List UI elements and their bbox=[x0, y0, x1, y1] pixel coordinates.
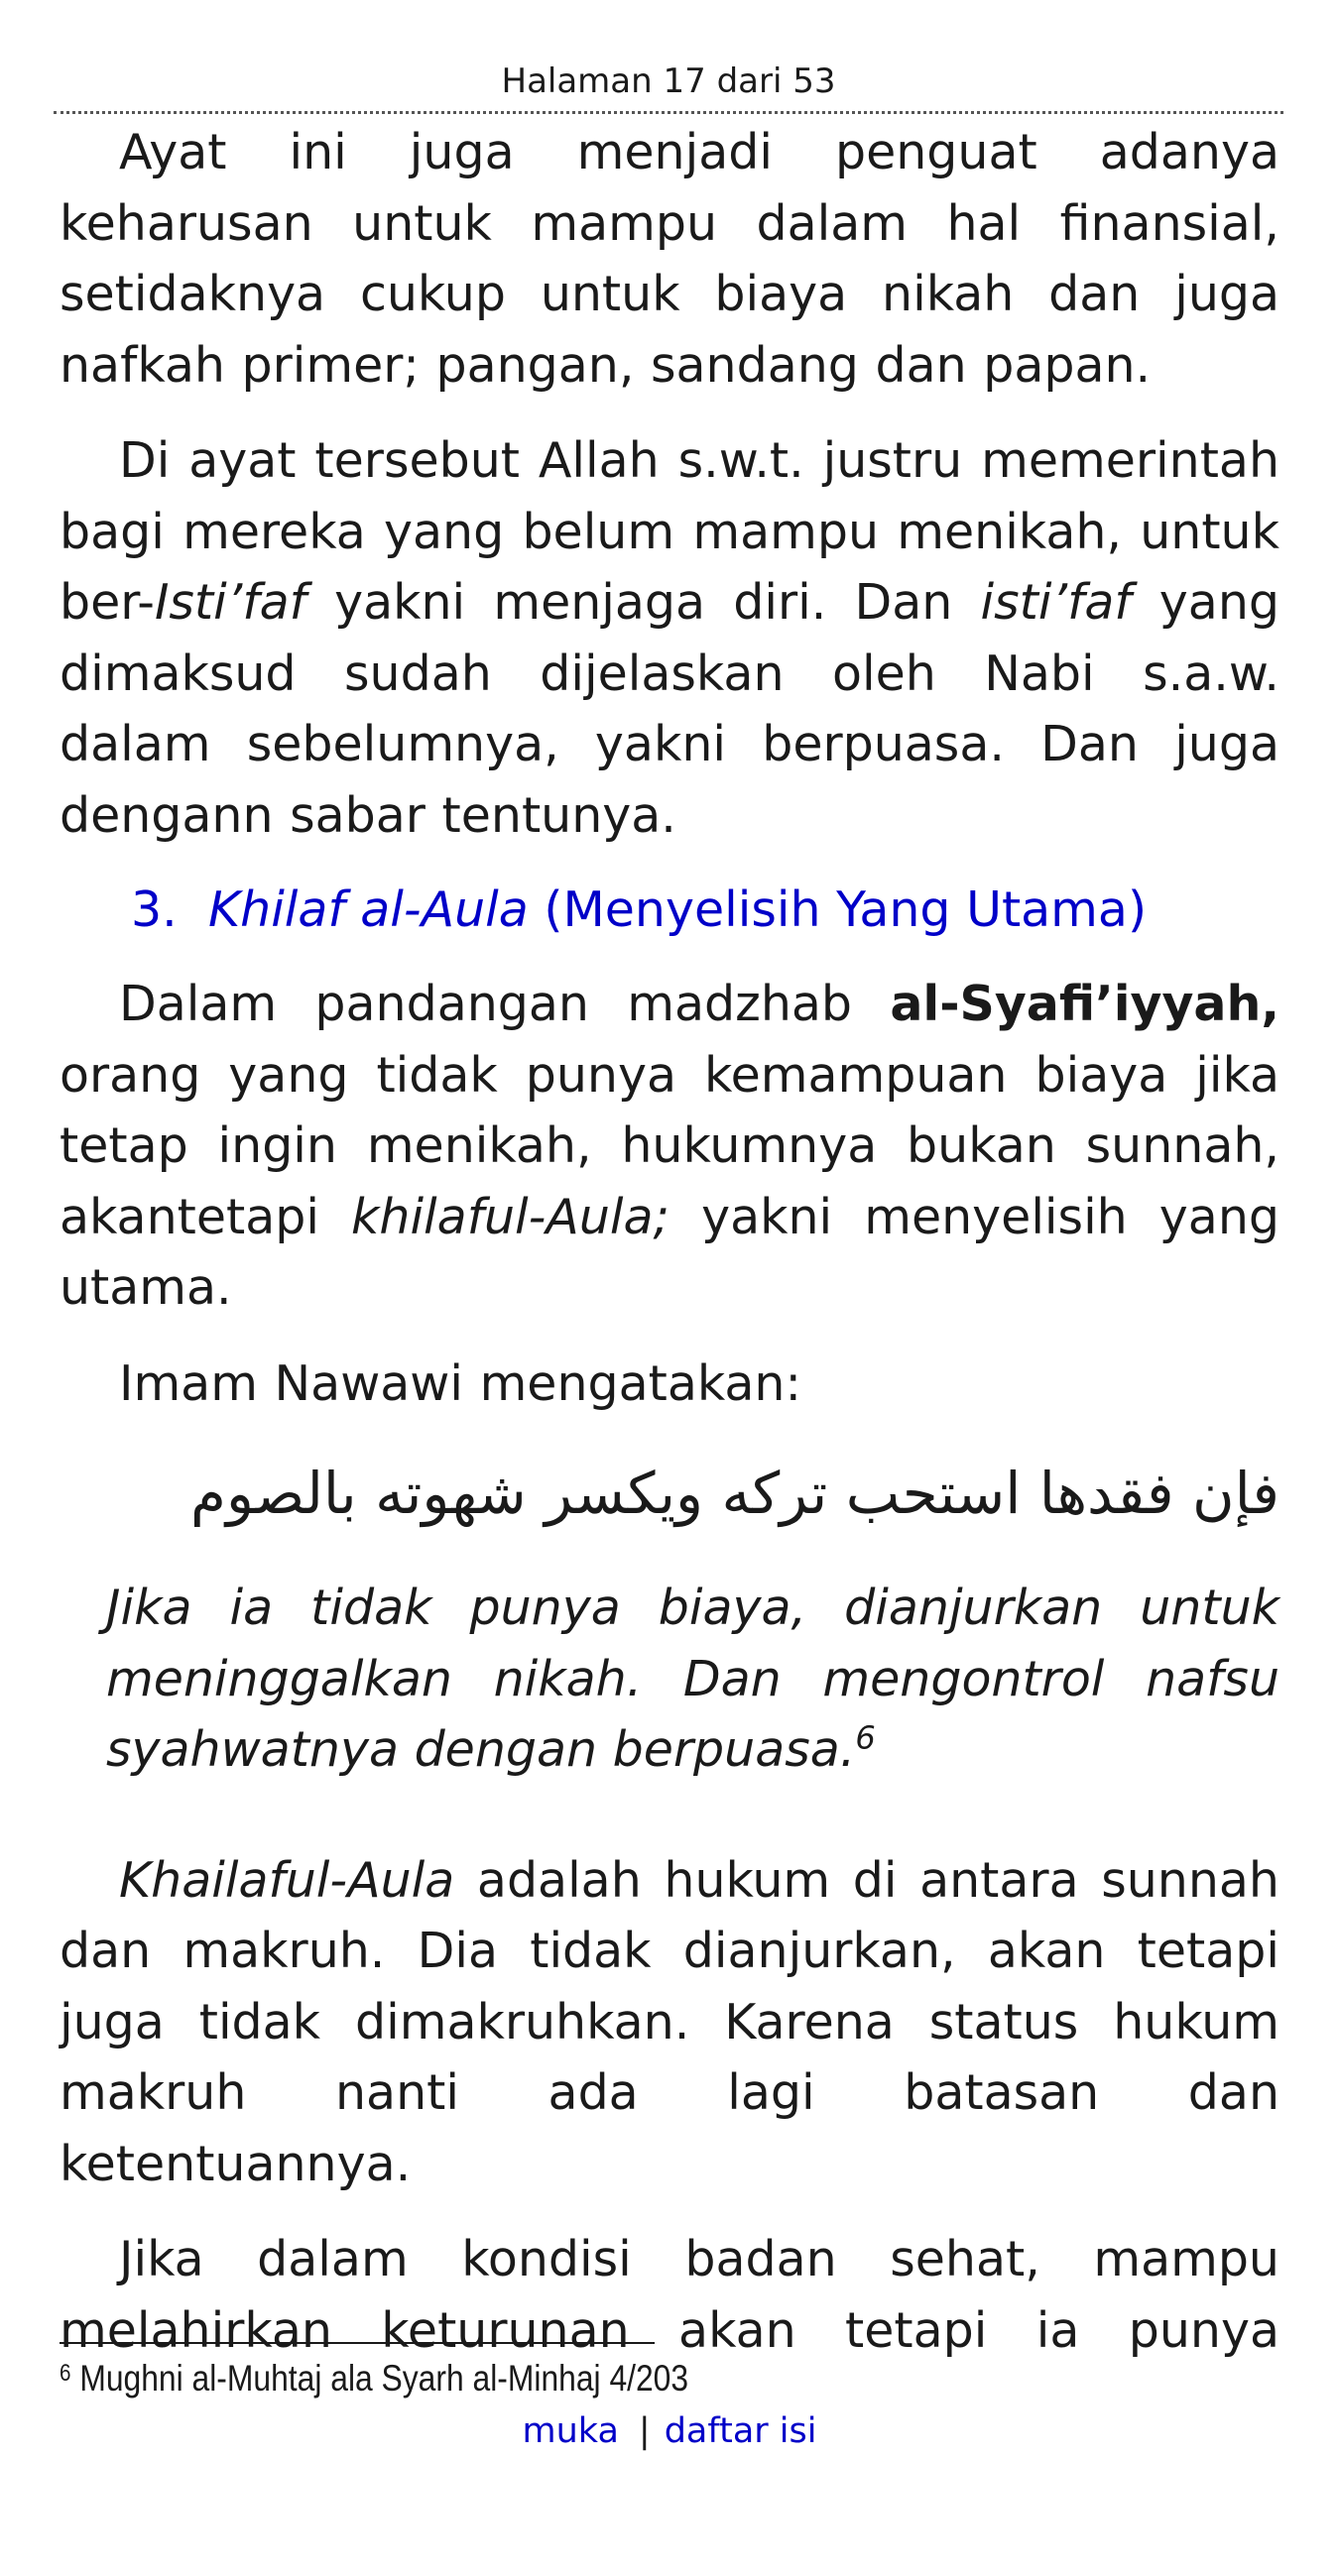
nav-separator: | bbox=[638, 2411, 651, 2451]
translation-quote bbox=[106, 1573, 1279, 1786]
paragraph-2-text-c: yang dimaksud sudah dijelaskan oleh Nabi s.a.w. dalam sebelumnya, yakni berpuasa. Dan juga dengann sabar tentunya. bbox=[60, 574, 1279, 844]
paragraph-1: Ayat ini juga menjadi penguat adanya keharusan untuk mampu dalam hal finansial, setidaknya cukup untuk biaya nikah dan juga nafkah primer; pangan, sandang dan papan. bbox=[60, 124, 1279, 394]
paragraph-5 bbox=[60, 1845, 1279, 2200]
header-divider bbox=[54, 111, 1283, 114]
paragraph-5-text: adalah hukum di antara sunnah dan makruh. Dia tidak dianjurkan, akan tetapi juga tidak dimakruhkan. Karena status hukum makruh nanti ada lagi batasan dan ketentuannya. bbox=[60, 1851, 1279, 2192]
arabic-quote: فإن فقدها استحب تركه ويكسر شهوته بالصوم bbox=[190, 1460, 1279, 1527]
paragraph-3-madzhab: al-Syafi’iyyah, bbox=[890, 976, 1279, 1032]
table-of-contents-link[interactable]: daftar isi bbox=[664, 2411, 817, 2451]
paragraph-2-text-a: Di ayat tersebut Allah s.w.t. justru memerintah bagi mereka yang belum mampu menikah, untuk ber- bbox=[60, 432, 1279, 631]
paragraph-2-term-istifaf-2: isti’faf bbox=[980, 574, 1132, 631]
page-content bbox=[60, 117, 1279, 2391]
paragraph-3-text-b: orang yang tidak punya kemampuan biaya jika tetap ingin menikah, hukumnya bukan sunnah, akantetapi bbox=[60, 1046, 1279, 1245]
section-number: 3. bbox=[131, 881, 178, 938]
footer-navigation bbox=[0, 2407, 1339, 2455]
footnote bbox=[60, 2356, 688, 2401]
paragraph-4: Imam Nawawi mengatakan: bbox=[119, 1354, 801, 1412]
paragraph-2-term-istifaf: Isti’faf bbox=[154, 574, 306, 631]
section-title-term: Khilaf al-Aula bbox=[208, 881, 529, 938]
paragraph-5-term: Khailaful-Aula bbox=[119, 1851, 455, 1909]
paragraph-2-text-b: yakni menjaga diri. Dan bbox=[305, 574, 981, 631]
paragraph-2 bbox=[60, 425, 1279, 851]
translation-text: Jika ia tidak punya biaya, dianjurkan untuk meninggalkan nikah. Dan mengontrol nafsu syahwatnya dengan berpuasa. bbox=[106, 1580, 1279, 1778]
paragraph-3-text-c: yakni menyelisih yang utama. bbox=[60, 1188, 1279, 1316]
section-heading bbox=[131, 876, 1279, 945]
section-title-rest: (Menyelisih Yang Utama) bbox=[528, 881, 1148, 938]
paragraph-6: Jika dalam kondisi badan sehat, mampu melahirkan keturunan akan tetapi ia punya bbox=[60, 2231, 1279, 2359]
paragraph-3-text-a: Dalam pandangan madzhab bbox=[119, 976, 891, 1032]
page-indicator: Halaman 17 dari 53 bbox=[501, 61, 836, 101]
footnote-reference[interactable]: 6 bbox=[855, 1718, 876, 1757]
footnote-text: Mughni al-Muhtaj ala Syarh al-Minhaj 4/203 bbox=[70, 2358, 689, 2399]
paragraph-3-term: khilaful-Aula; bbox=[351, 1188, 670, 1245]
paragraph-3 bbox=[60, 969, 1279, 1324]
cover-link[interactable]: muka bbox=[522, 2411, 619, 2451]
footnote-number: 6 bbox=[60, 2360, 71, 2387]
footnote-divider bbox=[60, 2342, 655, 2344]
